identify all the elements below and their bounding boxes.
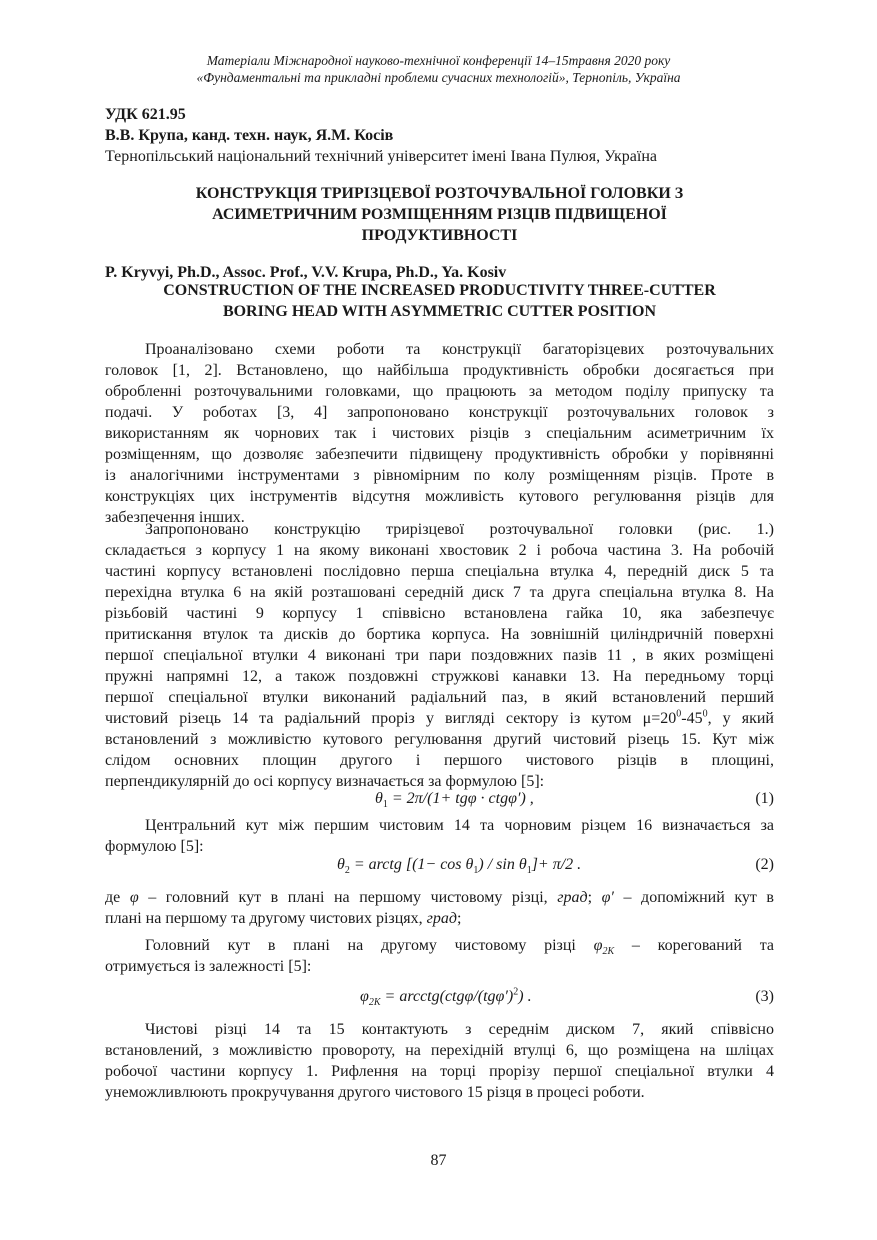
superscript: 0 xyxy=(676,708,682,720)
text-line: подачі. У роботах [3, 4] запропоновано конструкції розточувальних головок з xyxy=(105,404,774,421)
text-line: конструкціях цих інструментів відсутня можливість кутового регулювання різців для xyxy=(105,488,774,505)
authors-ukrainian: В.В. Крупа, канд. техн. наук, Я.М. Косів xyxy=(105,127,394,144)
text-line: Запропоновано конструкцію трирізцевої розточувальної головки (рис. 1.) xyxy=(145,521,774,538)
text-line: Чистові різці 14 та 15 контактують з середнім диском 7, який співвісно xyxy=(145,1021,774,1038)
text-line: притискання втулок та дисків до бортика корпуса. На зовнішній циліндричній поверхні xyxy=(105,626,774,643)
text-line-with-symbols: Головний кут в плані на другому чистовому різці $\varphi_{2K}$ – корегований та xyxy=(145,937,774,958)
phi-prime-symbol: φ′ xyxy=(601,889,614,906)
formula-2-number: (2) xyxy=(755,856,774,873)
text-line-with-symbols: де φ – головний кут в плані на першому чистовому різці, град; φ′ – допоміжний кут в xyxy=(105,889,774,906)
abstract-paragraph-2 xyxy=(105,519,774,792)
text-line: робочої частини корпусу 1. Рифлення на торці прорізу першої спеціальної втулки 4 xyxy=(105,1063,774,1080)
text-fragment: чистовий різець 14 та радіальний проріз у вигляді сектору із кутом μ=20 xyxy=(105,710,677,727)
authors-english: P. Kryvyi, Ph.D., Assoc. Prof., V.V. Krupa, Ph.D., Ya. Kosiv xyxy=(105,264,507,281)
text-line: формулою [5]: xyxy=(105,838,204,855)
title-ua-line: ПРОДУКТИВНОСТІ xyxy=(361,227,518,244)
abstract-paragraph-4 xyxy=(105,887,774,929)
formula-3 xyxy=(105,985,774,1009)
text-line: пружні напрямні 12, а також поздовжні стружкові канавки 13. На передньому торці xyxy=(105,668,774,685)
unit-degree: град xyxy=(557,889,588,906)
title-en-line: BORING HEAD WITH ASYMMETRIC CUTTER POSITION xyxy=(222,303,657,320)
text-fragment: , у який xyxy=(707,710,774,727)
text-fragment: -45 xyxy=(681,710,703,727)
formula-3-expression: $\varphi_{2K}$ = $arcctg(ctg\varphi/(tg\varphi')^2)$ . xyxy=(360,986,532,1009)
abstract-paragraph-1 xyxy=(105,339,774,528)
text-line: частині корпусу встановлені послідовно перша спеціальна втулка 4, передній диск 5 та xyxy=(105,563,774,580)
formula-1 xyxy=(105,787,774,811)
text-line: Центральний кут між першим чистовим 14 та чорновим різцем 16 визначається за xyxy=(145,817,774,834)
abstract-paragraph-6 xyxy=(105,1019,774,1103)
formula-1-expression: $\theta_1 = 2\pi/(1+ tg\varphi \cdot ctg\varphi')$ , xyxy=(375,790,534,811)
text-line: першої спеціальної втулки виконаний радіальний паз, в який встановлений перший xyxy=(105,689,774,706)
unit-degree: град xyxy=(426,910,457,927)
text-line: різьбовій частині 9 корпусу 1 співвісно встановлена гайка 10, яка забезпечує xyxy=(105,605,774,622)
abstract-paragraph-3 xyxy=(105,815,774,857)
text-line: першої спеціальної втулки 4 виконані три пари поздовжних пазів 11 , в яких розміщені xyxy=(105,647,774,664)
formula-2-expression: $\theta_2$ = arctg $[(1- \cos \theta_1) / \sin \theta_1]+ \pi/2$ . xyxy=(337,856,582,877)
text-line: розміщенням, що дозволяє забезпечити підвищену продуктивність обробки у порівнянні xyxy=(105,446,774,463)
text-line: отримується із залежності [5]: xyxy=(105,958,312,975)
text-line: обробленні розточувальними головками, що працюють за методом поділу припуску та xyxy=(105,383,774,400)
phi-symbol: φ xyxy=(129,889,139,906)
text-line-with-angle xyxy=(105,708,774,729)
text-line: складається з корпусу 1 на якому виконані хвостовик 2 і робоча частина 3. На робочій xyxy=(105,542,774,559)
formula-3-number: (3) xyxy=(755,988,774,1005)
formula-1-number: (1) xyxy=(755,790,774,807)
text-line: використанням як чорнових так і чистових різців з спеціальним асиметричним їх xyxy=(105,425,774,442)
text-line: встановлений, з можливістю провороту, на перехідній втулці 6, що розміщена на шліцах xyxy=(105,1042,774,1059)
text-line: перпендикулярній до осі корпусу визначається за формулою [5]: xyxy=(105,773,545,790)
text-line: Проаналізовано схеми роботи та конструкції багаторізцевих розточувальних xyxy=(145,341,774,358)
text-line: із аналогічними інструментами з рівномірним по колу розміщенням різців. Проте в xyxy=(105,467,774,484)
formula-2 xyxy=(105,853,774,877)
title-ukrainian xyxy=(105,183,774,246)
superscript: 0 xyxy=(702,708,708,720)
text-line: забезпечення інших. xyxy=(105,509,245,526)
title-en-line: CONSTRUCTION OF THE INCREASED PRODUCTIVITY THREE-CUTTER xyxy=(163,282,716,299)
title-ua-line: КОНСТРУКЦІЯ ТРИРІЗЦЕВОЇ РОЗТОЧУВАЛЬНОЇ ГОЛОВКИ З xyxy=(195,185,684,202)
text-line: перехідна втулка 6 на якій розташовані середній диск 7 та друга спеціальна втулка 8. На xyxy=(105,584,774,601)
text-line: плані на першому та другому чистових різцях, град; xyxy=(105,910,462,927)
page-number: 87 xyxy=(430,1152,447,1169)
conference-header-line-1: Матеріали Міжнародної науково-технічної конференції 14–15травня 2020 року xyxy=(206,53,671,68)
text-line: встановлений з можливістю кутового регулювання другий чистовий різець 15. Кут між xyxy=(105,731,774,748)
text-line: унеможливлюють прокручування другого чистового 15 різця в процесі роботи. xyxy=(105,1084,645,1101)
abstract-paragraph-5 xyxy=(105,935,774,977)
affiliation: Тернопільський національний технічний університет імені Івана Пулюя, Україна xyxy=(105,148,657,165)
text-line: головок [1, 2]. Встановлено, що найбільша продуктивність обробки досягається при xyxy=(105,362,774,379)
conference-header-line-2: «Фундаментальні та прикладні проблеми сучасних технологій», Тернопіль, Україна xyxy=(196,70,681,85)
udc-code: УДК 621.95 xyxy=(105,106,186,123)
title-english xyxy=(105,280,774,322)
title-ua-line: АСИМЕТРИЧНИМ РОЗМІЩЕННЯМ РІЗЦІВ ПІДВИЩЕНОЇ xyxy=(212,206,667,223)
text-line: слідом основних площин другого і першого чистового різців в площині, xyxy=(105,752,774,769)
phi-2k-symbol: φ xyxy=(593,937,603,954)
